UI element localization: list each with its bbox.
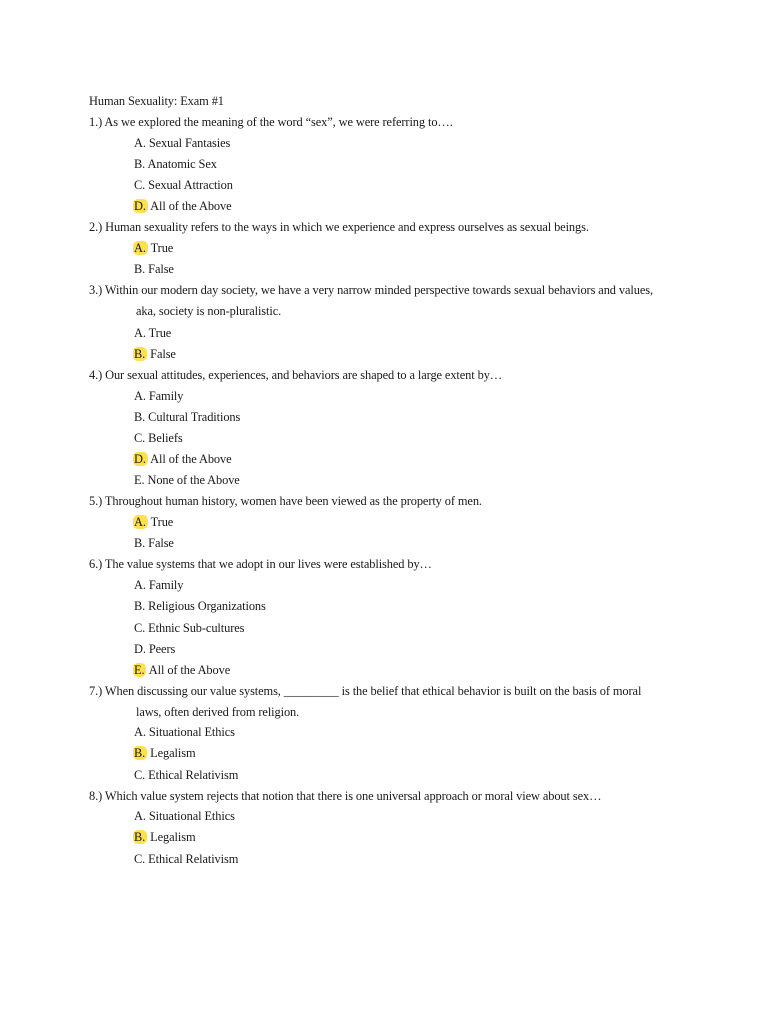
option-letter: C.: [134, 431, 146, 445]
question-text: 1.) As we explored the meaning of the word “sex”, we were referring to….: [89, 115, 453, 129]
option-letter: C.: [134, 178, 146, 192]
question-text: 2.) Human sexuality refers to the ways in which we experience and express ourselves as sexual beings.: [89, 220, 589, 234]
option-text: Ethnic Sub-cultures: [145, 621, 245, 635]
option-text: Family: [145, 389, 184, 403]
question-text: 8.) Which value system rejects that notion that there is one universal approach or moral view about sex…: [89, 789, 602, 803]
option-letter: C.: [134, 621, 146, 635]
option-text: Peers: [145, 642, 176, 656]
option-letter: A.: [134, 136, 146, 150]
option-text: Anatomic Sex: [145, 157, 217, 171]
question-text: 6.) The value systems that we adopt in our lives were established by…: [89, 557, 432, 571]
option-text: Family: [145, 578, 184, 592]
answer-option: [134, 325, 171, 341]
option-text: Beliefs: [145, 431, 183, 445]
option-text: Legalism: [147, 746, 196, 760]
exam-title: Human Sexuality: Exam #1: [89, 94, 224, 108]
option-letter: B.: [134, 599, 146, 613]
answer-option: [134, 598, 266, 614]
option-letter: A.: [134, 809, 146, 823]
option-letter: C.: [134, 768, 146, 782]
answer-highlight: B.: [134, 830, 146, 844]
answer-option: [134, 767, 238, 783]
option-text: True: [145, 326, 172, 340]
option-letter: D.: [134, 642, 146, 656]
option-letter: A.: [134, 725, 146, 739]
option-letter: B.: [134, 410, 146, 424]
answer-option: [134, 620, 244, 636]
answer-option: [134, 177, 233, 193]
option-text: Ethical Relativism: [145, 852, 239, 866]
answer-option-selected: [134, 745, 195, 761]
answer-highlight: A.: [134, 515, 146, 529]
option-text: Religious Organizations: [145, 599, 266, 613]
answer-option: [134, 388, 183, 404]
answer-option: [134, 851, 238, 867]
answer-highlight: A.: [134, 241, 146, 255]
option-text: Situational Ethics: [145, 725, 235, 739]
question-text: 4.) Our sexual attitudes, experiences, and behaviors are shaped to a large extent by…: [89, 368, 503, 382]
option-letter: A.: [134, 578, 146, 592]
option-letter: B.: [134, 157, 146, 171]
answer-option: [134, 808, 235, 824]
option-letter: A.: [134, 326, 146, 340]
answer-option-selected: [134, 451, 232, 467]
option-letter: E.: [134, 473, 145, 487]
option-text: Cultural Traditions: [145, 410, 241, 424]
question-text-continued: aka, society is non-pluralistic.: [136, 304, 282, 318]
answer-option: [134, 430, 183, 446]
answer-option: [134, 409, 240, 425]
option-text: Legalism: [147, 830, 196, 844]
answer-option-selected: [134, 662, 230, 678]
option-text: Ethical Relativism: [145, 768, 239, 782]
question-text: 3.) Within our modern day society, we have a very narrow minded perspective towards sexual behaviors and values,: [89, 283, 653, 297]
answer-option: [134, 135, 230, 151]
question-text: 5.) Throughout human history, women have been viewed as the property of men.: [89, 494, 482, 508]
option-text: False: [147, 347, 176, 361]
option-text: None of the Above: [144, 473, 240, 487]
answer-option-selected: [134, 240, 173, 256]
option-letter: B.: [134, 262, 146, 276]
question-text-continued: laws, often derived from religion.: [136, 705, 300, 719]
answer-option: [134, 261, 174, 277]
answer-highlight: B.: [134, 347, 146, 361]
answer-option: [134, 641, 175, 657]
option-letter: B.: [134, 536, 146, 550]
option-text: Sexual Fantasies: [145, 136, 231, 150]
answer-option: [134, 724, 235, 740]
answer-highlight: D.: [134, 452, 146, 466]
question-text: 7.) When discussing our value systems, _________ is the belief that ethical behavior is built on the basis of moral: [89, 684, 642, 698]
answer-option-selected: [134, 198, 232, 214]
option-text: True: [147, 241, 174, 255]
answer-option: [134, 577, 183, 593]
answer-option: [134, 472, 240, 488]
option-text: All of the Above: [147, 199, 232, 213]
answer-option-selected: [134, 346, 176, 362]
answer-highlight: D.: [134, 199, 146, 213]
answer-highlight: B.: [134, 746, 146, 760]
option-text: Sexual Attraction: [145, 178, 233, 192]
option-text: Situational Ethics: [145, 809, 235, 823]
option-text: All of the Above: [147, 452, 232, 466]
option-text: All of the Above: [146, 663, 231, 677]
option-text: True: [147, 515, 174, 529]
option-letter: C.: [134, 852, 146, 866]
option-text: False: [145, 536, 174, 550]
answer-option: [134, 535, 174, 551]
option-text: False: [145, 262, 174, 276]
option-letter: A.: [134, 389, 146, 403]
answer-option-selected: [134, 514, 173, 530]
answer-highlight: E.: [134, 663, 145, 677]
answer-option-selected: [134, 829, 195, 845]
answer-option: [134, 156, 217, 172]
